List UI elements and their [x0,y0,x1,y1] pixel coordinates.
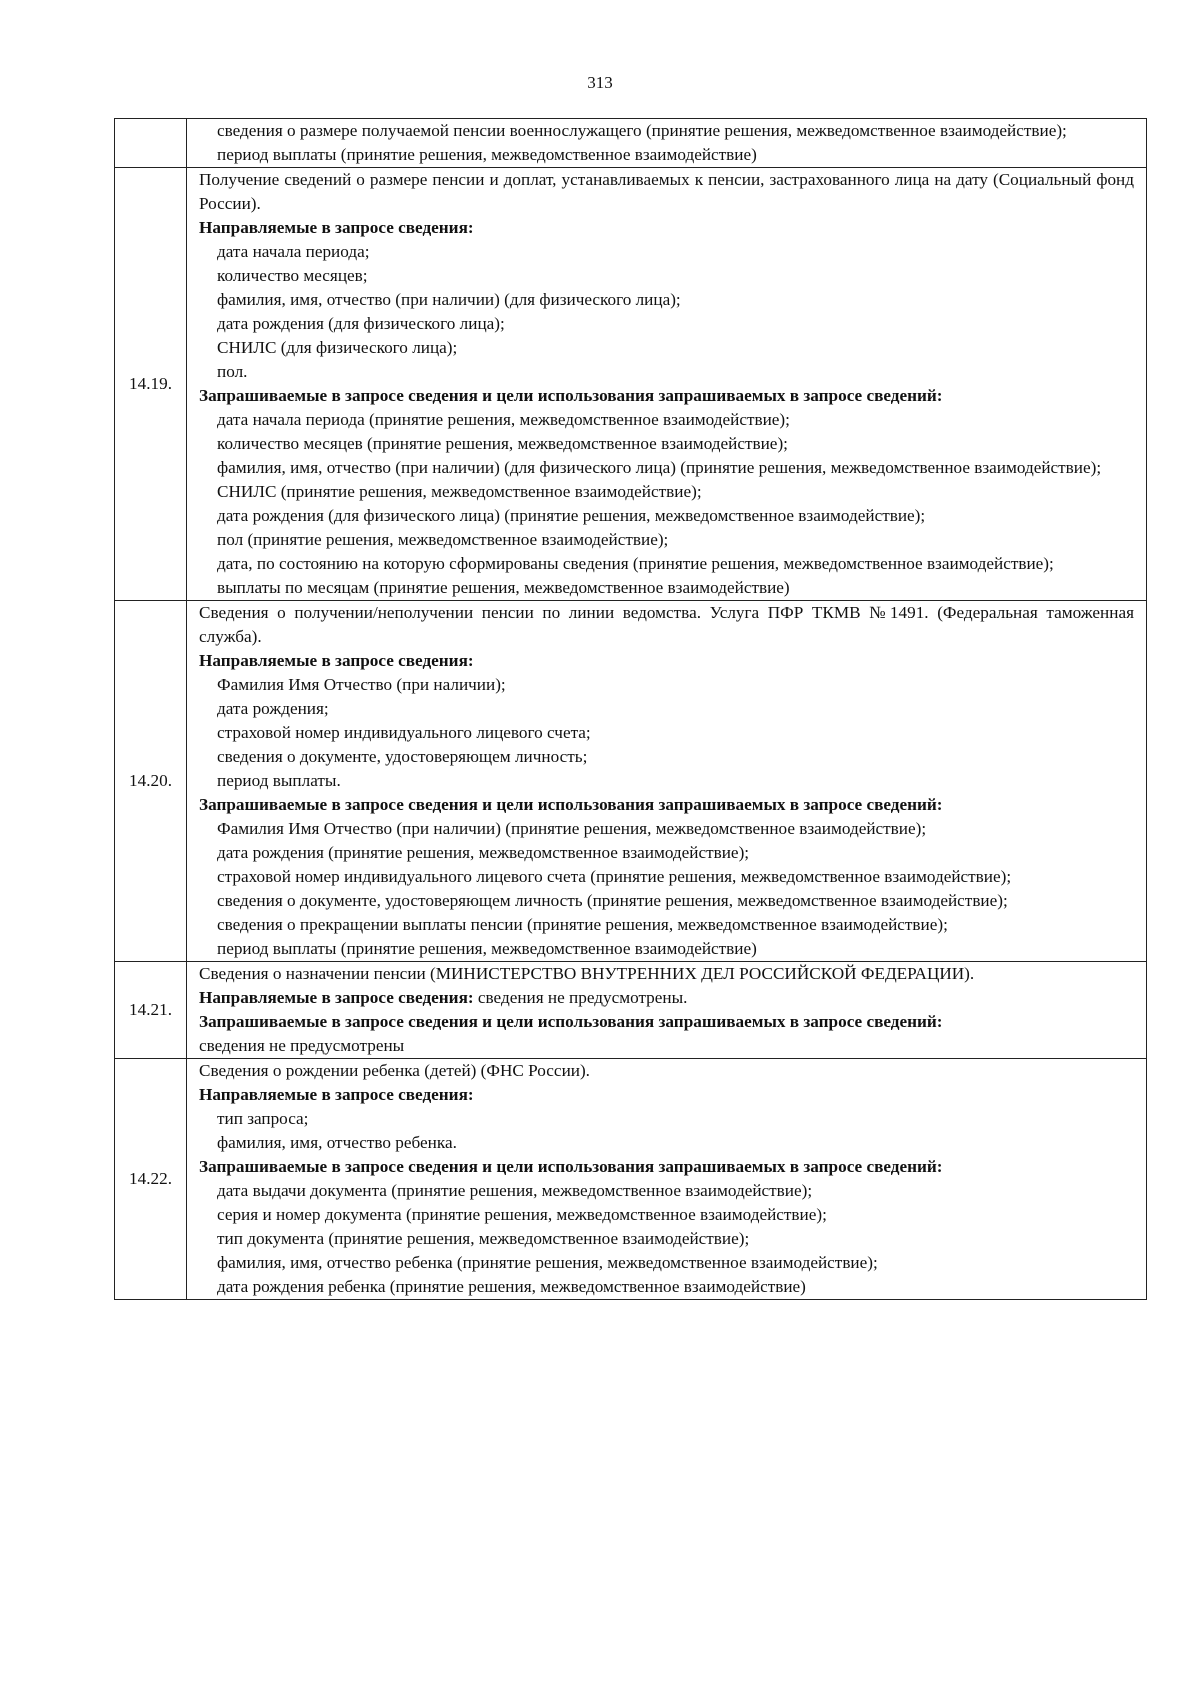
content-line: тип документа (принятие решения, межведомственное взаимодействие); [217,1229,750,1248]
content-line: дата рождения (для физического лица); [217,314,505,333]
content-line: Фамилия Имя Отчество (при наличии) (принятие решения, межведомственное взаимодействие); [217,819,927,838]
section-heading: Направляемые в запросе сведения: [199,988,474,1007]
row-content [187,119,1147,168]
section-heading: Запрашиваемые в запросе сведения и цели использования запрашиваемых в запросе сведений: [199,1012,943,1031]
section-heading: Запрашиваемые в запросе сведения и цели использования запрашиваемых в запросе сведений: [199,795,943,814]
content-line: дата рождения (для физического лица) (принятие решения, межведомственное взаимодействие); [217,506,926,525]
page-number: 313 [587,73,613,92]
content-line: СНИЛС (принятие решения, межведомственное взаимодействие); [217,482,702,501]
content-line: количество месяцев (принятие решения, межведомственное взаимодействие); [217,434,788,453]
content-line: сведения о размере получаемой пенсии военнослужащего (принятие решения, межведомственное взаимодействие); [217,121,1067,140]
content-line: сведения о документе, удостоверяющем личность; [217,747,588,766]
content-line: дата, по состоянию на которую сформированы сведения (принятие решения, межведомственное взаимодействие); [217,554,1054,573]
table-row [115,168,1147,601]
content-line: сведения не предусмотрены [199,1036,405,1055]
row-number [115,119,187,168]
content-line: страховой номер индивидуального лицевого счета (принятие решения, межведомственное взаимодействие); [217,867,1012,886]
content-line: фамилия, имя, отчество ребенка (принятие решения, межведомственное взаимодействие); [217,1253,878,1272]
section-heading: Направляемые в запросе сведения: [199,218,474,237]
section-heading: Запрашиваемые в запросе сведения и цели использования запрашиваемых в запросе сведений: [199,1157,943,1176]
row-content [187,168,1147,601]
content-line: фамилия, имя, отчество (при наличии) (для физического лица) (принятие решения, межведомственное взаимодействие); [217,458,1102,477]
table-row [115,1059,1147,1300]
section-heading: Направляемые в запросе сведения: [199,1085,474,1104]
content-line: Получение сведений о размере пенсии и доплат, устанавливаемых к пенсии, застрахованного лица на дату (Социальный фонд России). [199,170,1134,213]
content-line: серия и номер документа (принятие решения, межведомственное взаимодействие); [217,1205,827,1224]
content-line: Фамилия Имя Отчество (при наличии); [217,675,506,694]
content-line: период выплаты (принятие решения, межведомственное взаимодействие) [217,939,757,958]
row-number: 14.22. [115,1059,187,1300]
row-content [187,962,1147,1059]
row-number: 14.19. [115,168,187,601]
content-line: пол. [217,362,248,381]
content-line: дата выдачи документа (принятие решения, межведомственное взаимодействие); [217,1181,813,1200]
content-text: сведения не предусмотрены. [473,988,688,1007]
section-heading: Направляемые в запросе сведения: [199,651,474,670]
content-line: дата начала периода; [217,242,370,261]
content-line: Сведения о рождении ребенка (детей) (ФНС России). [199,1061,590,1080]
content-line: пол (принятие решения, межведомственное взаимодействие); [217,530,669,549]
content-line: период выплаты. [217,771,341,790]
content-line: сведения о документе, удостоверяющем личность (принятие решения, межведомственное взаимодействие); [217,891,1008,910]
requirements-table [114,118,1147,1300]
table-row [115,119,1147,168]
content-line: СНИЛС (для физического лица); [217,338,458,357]
table-row [115,962,1147,1059]
row-content [187,1059,1147,1300]
section-heading [199,986,1134,1010]
content-line: дата рождения ребенка (принятие решения, межведомственное взаимодействие) [217,1277,806,1296]
content-line: дата рождения; [217,699,329,718]
content-line: период выплаты (принятие решения, межведомственное взаимодействие) [217,145,757,164]
section-heading: Запрашиваемые в запросе сведения и цели использования запрашиваемых в запросе сведений: [199,386,943,405]
row-number: 14.20. [115,601,187,962]
content-line: Сведения о назначении пенсии (МИНИСТЕРСТВО ВНУТРЕННИХ ДЕЛ РОССИЙСКОЙ ФЕДЕРАЦИИ). [199,964,975,983]
table-row [115,601,1147,962]
content-line: дата рождения (принятие решения, межведомственное взаимодействие); [217,843,750,862]
content-line: Сведения о получении/неполучении пенсии по линии ведомства. Услуга ПФР ТКМВ №1491. (Федеральная таможенная служба). [199,603,1134,646]
content-line: фамилия, имя, отчество (при наличии) (для физического лица); [217,290,681,309]
content-line: выплаты по месяцам (принятие решения, межведомственное взаимодействие) [217,578,790,597]
row-content [187,601,1147,962]
content-line: фамилия, имя, отчество ребенка. [217,1133,457,1152]
content-line: сведения о прекращении выплаты пенсии (принятие решения, межведомственное взаимодействие); [217,915,948,934]
content-line: страховой номер индивидуального лицевого счета; [217,723,591,742]
content-line: тип запроса; [217,1109,309,1128]
content-line: количество месяцев; [217,266,368,285]
content-line: дата начала периода (принятие решения, межведомственное взаимодействие); [217,410,790,429]
row-number: 14.21. [115,962,187,1059]
table-body [115,119,1147,1300]
